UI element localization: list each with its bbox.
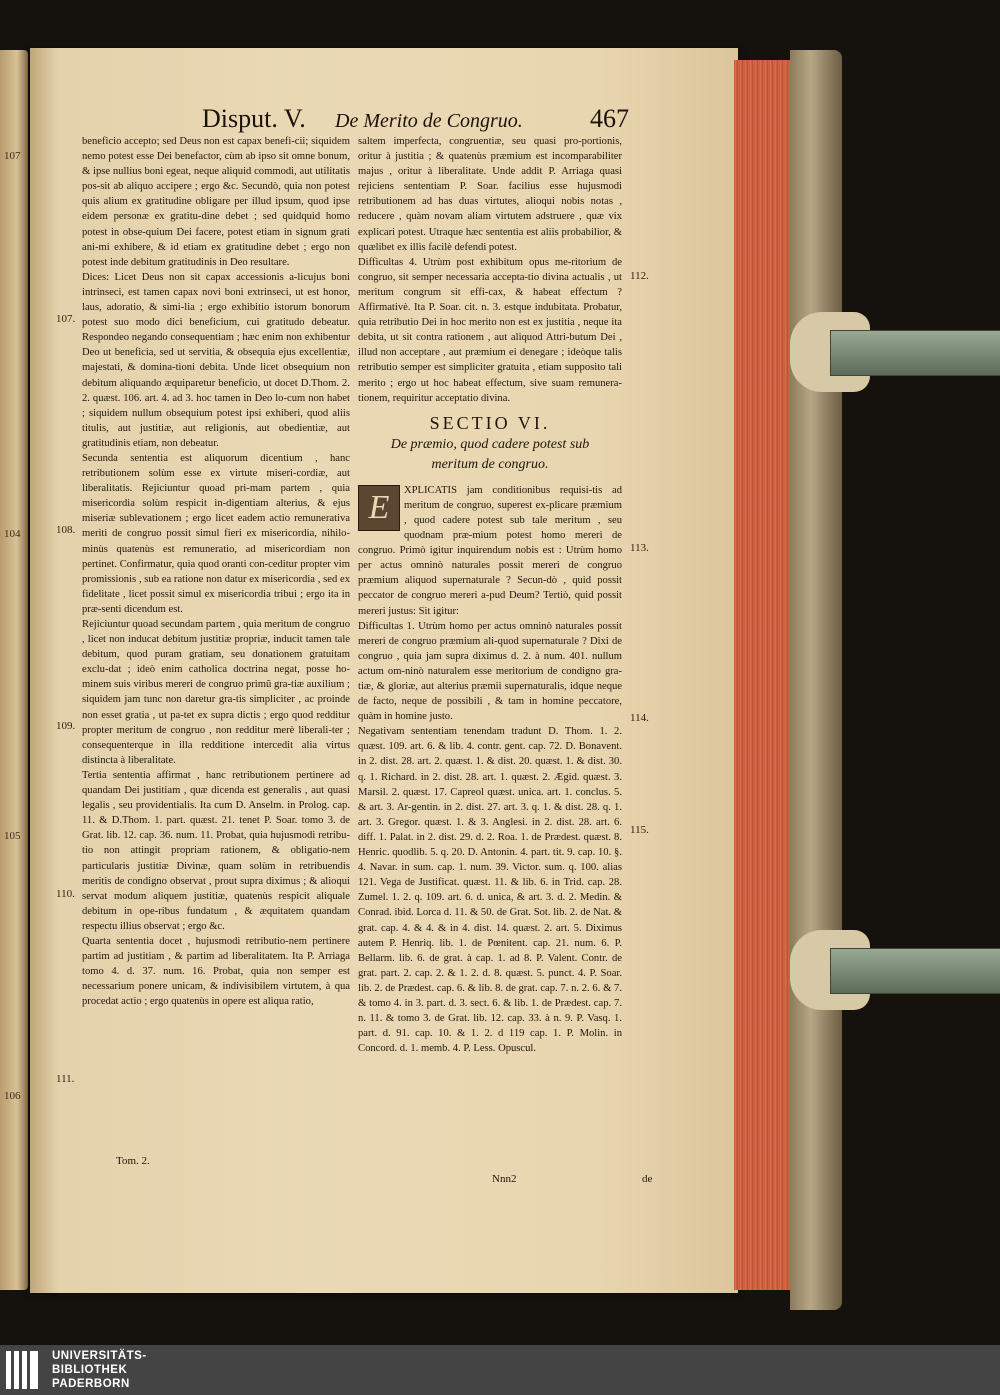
margin-number-109: 109. (56, 720, 76, 732)
section-subtitle-line: De præmio, quod cadere potest sub (390, 436, 590, 452)
paragraph: Difficultas 4. Utrùm post exhibitum opus me-ritorium de congruo, sit semper necessaria accepta-tio divina actualis , ut meritum congrum sit effi-cax, & habeat effectum ? Affirmativè. Ita P. Soar. cit. n. 3. estque indubitata. Probatur, quia retributio Dei in hoc merito non est ex justitia , neque ita debita, ut sit contra rationem , aut aliquod Attri-butum Dei , illud non acceptare , aut præmium ei denegare ; ideòque talis retributio semper est simpliciter gratuita , etiam supposito tali merito ; ergo ut hoc habeat effectum, sive suam remunera-tionem, requiritur acceptatio divina. (358, 256, 622, 404)
section-title: SECTIO VI. (429, 412, 551, 433)
margin-number-111: 111. (56, 1073, 75, 1085)
paragraph: Difficultas 1. Utrùm homo per actus omninò naturales possit mereri de congruo præmium ali-quod supernaturale ? Dixi de congruo , quia jam supra diximus d. 2. à num. 401. nullum actum om-ninò naturalem esse meritorium de condigno gra-tiæ, & gloriæ, aut alterius præmii supernaturalis, idque neque de facto, neque de possibili , & tam in homine peccatore, quàm in homine justo. (358, 620, 622, 723)
paragraph: beneficio accepto; sed Deus non est capax benefi-cii; siquidem nemo potest esse Dei benefactor, cùm ab ipso sit omne bonum, & ipse nullius boni egeat, neque aliquid commodi, aut utilitatis pos-sit ab aliquo accipere ; ergo &c. Secundò, quia non potest quis alium ex gratitudine obligare per illud ipsum, quod ipse eidem personæ ex gratitu-dine debet ; sed quidquid homo potest in obse-quium Dei facere, potest etiam in signum grati ani-mi exhibere, & id etiam ex gratitudine debet ; ergo non potest inde debitum gratitudinis in Deo resultare. (82, 136, 350, 268)
signature-mark: Nnn2 (492, 1173, 517, 1185)
library-logo-icon (6, 1351, 42, 1389)
section-subtitle-line: meritum de congruo. (431, 456, 549, 472)
page-number: 467 (590, 104, 629, 133)
right-text-column (358, 134, 622, 1056)
left-text-column (82, 134, 350, 1009)
upper-clasp (790, 312, 1000, 392)
paragraph: Rejiciuntur quoad secundam partem , quia meritum de congruo , licet non inducat debitum justitiæ propriæ, inducit tamen tale debitum, quod puram gratiam, seu donationem gratuitam exclu-dat ; ideò enim catholica doctrina negat, posse ho-minem suis viribus mereri de congruo primũ gra-tiæ auxilium ; siquidem jam tunc non daretur gra-tis simpliciter , ac proinde non esset gratia , ut pa-tet ex supra dictis ; ergo quod redditur propter meritum de congruo , non redditur merè liberali-ter ; consequenterque in illa redditione intercedit alia virtus distincta à liberalitate. (82, 619, 351, 766)
margin-number-110: 110. (56, 888, 75, 900)
decorated-initial: E (358, 485, 400, 531)
left-page-edge: 107 104 105 106 (0, 50, 28, 1290)
catchword: de (642, 1173, 653, 1185)
margin-number-107: 107. (56, 313, 76, 325)
library-logo-text: UNIVERSITÄTS- BIBLIOTHEK PADERBORN (52, 1350, 147, 1390)
lower-clasp (790, 930, 1000, 1010)
book-page (30, 48, 738, 1293)
paragraph: Negativam sententiam tenendam tradunt D. Thom. 1. 2. quæst. 109. art. 6. & lib. 4. contr. gent. cap. 72. D. Bonavent. in 2. dist. 28. art. 2. quæst. 1. & dist. 20. quæst. 1. & dist. 30. q. 1. Richard. in 2. dist. 28. art. 1. quæst. 2. Ægid. quæst. 3. Marsil. 2. quæst. 17. Capreol quæst. unica. art. 1. conclus. 5. & art. 3. Ar-gentin. in 2. dist. 27. art. 3. q. 1. & dist. 28. q. 1. art. 3. Gregor. quæst. 1. & 3. Anglesi. in 2. dist. 28. art. 6. diff. 1. Palat. in 2. dist. 29. d. 2. Roa. 1. de Prædest. quæst. 8. Henric. quodlib. 5. q. 20. D. Antonin. 4. part. tit. 9. cap. 10. §. 4. Navar. in sum. cap. 1. num. 39. Victor. sum. q. 100. alias 121. Vega de Justificat. quæst. 11. & lib. 6. in Trid. cap. 28. Zumel. 1. 2. q. 109. art. 6. d. unica, & art. 3. d. 2. Medin. & Conrad. ibid. Lorca d. 11. & 50. de Grat. Sot. lib. 2. de Nat. & grat. cap. 4. & 4. & in 4. dist. 14. quæst. 2. art. 5. Diximus autem P. Henriq. lib. 1. de Pœnitent. cap. 21. num. 6. P. Bellarm. lib. 6. de grat. à cap. 1. ad 8. P. Valent. Contr. de grat. part. 2. cap. 2. & 1. 2. d. 8. quæst. 5. punct. 4. P. Soar. lib. 2. de Prædest. cap. 6. & lib. 8. de grat. cap. 7. n. 2. 6. & 7. & tomo 4. in 3. part. d. 3. sect. 6. & lib. 1. de Prædest. cap. 7. n. 11. & tomo 3. de Grat. lib. 12. cap. 33. à n. 9. P. Vasq. 1. part. d. 91. cap. 10. & 1. 2. d 119 cap. 1. P. Molin. in Concord. d. 1. memb. 4. P. Less. Opuscul. (358, 726, 622, 1055)
margin-number-114: 114. (630, 712, 649, 724)
clasp-band (830, 948, 1000, 994)
paragraph: Quarta sententia docet , hujusmodi retributio-nem pertinere partim ad justitiam , & partim ad liberalitatem. Ita P. Arriaga tomo 4. d. 37. num. 16. Probat, quia non semper est necessarium ponere unicam, & indivisibilem virtutem, à qua procedat actio ; ergo quatenùs in opere est aliqua ratio, (82, 935, 350, 1008)
margin-number-112: 112. (630, 270, 649, 282)
library-logo-bar (0, 1345, 1000, 1395)
section-subtitle (358, 435, 622, 475)
clasp-band (830, 330, 1000, 376)
margin-number-115: 115. (630, 824, 649, 836)
paragraph: saltem imperfecta, congruentiæ, seu quasi pro-portionis, oritur à justitia ; & quatenùs præmium est incomparabiliter majus , oritur à liberalitate. Unde addit P. Arriaga quasi rejiciens sententiam P. Soar. facilius esse hujusmodi retributionem ad has duas virtutes, alioqui nobis notas , reducere , quàm novam aliam virtutem adstruere , quæ vix explicari potest. Utraque hæc sententia est aliis probabilior, & quælibet ex illis facilè defendi potest. (358, 136, 622, 253)
margin-number-113: 113. (630, 542, 649, 554)
paragraph: Secunda sententia est aliquorum dicentium , hanc retributionem solùm esse ex virtute miseri-cordiæ, aut liberalitatis. Rejiciuntur quoad pri-mam partem , quia misericordia solùm respicit in-digentiam alterius, & ejus miseriæ sublevationem ; ergo licet eadem actio remunerativa meriti de congruo possit simul fieri ex misericordia, nihilo-minùs quatenùs est remuneratio, ad misericordiam non pertinet. Confirmatur, quia quod oranti con-ceditur propter vim promissionis , sub ea ratione non datur ex misericordia , sed ex fidelitate , licet possit simul ex misericordia tribui ; ergo ita in præ-senti dicendum est. (82, 452, 350, 615)
header-title: De Merito de Congruo. (335, 110, 523, 132)
page-edges (734, 60, 794, 1290)
paragraph: XPLICATIS jam conditionibus requisi-tis ad meritum de congruo, superest ex-plicare præmium , quod cadere potest sub tale meritum , seu quodnam præ-mium potest homo mereri de congruo. Primò igitur inquirendum nobis est : Utrùm homo per actus omninò naturales possit mereri de congruo præmium aliquod supernaturale ? Secun-dò , quid possit peccator de congruo mereri a-pud Deum? Tertiò, quid possit mereri justus: Sit igitur: (358, 484, 622, 617)
header-disputation: Disput. V. (202, 104, 306, 133)
volume-note: Tom. 2. (116, 1155, 150, 1167)
paragraph: Dices: Licet Deus non sit capax accessionis a-licujus boni intrinseci, est tamen capax novi boni extrinseci, ut est honor, laus, adoratio, & simi-lia ; ergo exhibitio istorum bonorum potest suo modo dici beneficium, cui gratitudo debeatur. Respondeo negando consequentiam ; hæc enim non exhibentur Deo ut beneficia, sed ut servitia, & obsequia ejus excellentiæ, majestati, & domina-tioni debita. Unde licet obsequium non debitum aliquando æquiparetur beneficio, ut docet D.Thom. 2. 2. quæst. 106. art. 4. ad 3. hoc tamen in Deo lo-cum non habet ; siquidem nullum obsequium potest ipsi exhiberi, quod aliis titulis, aut justitiæ, aut religionis, aut obedientiæ, aut gratitudinis etiam, non debeatur. (82, 271, 350, 449)
margin-number-108: 108. (56, 524, 76, 536)
book-cover (790, 50, 842, 1310)
paragraph: Tertia sententia affirmat , hanc retributionem pertinere ad quandam Dei justitiam , quæ dicenda est generalis , aut quasi legalis , seu providentialis. Ita cum D. Anselm. in Prolog. cap. 11. & D.Thom. 1. part. quæst. 21. tenet P. Soar. tomo 3. de Grat. lib. 12. cap. 36. num. 11. Probat, quia hujusmodi retribu-tio non attingit propriam rationem, & obligatio-nem particularis justitiæ Divinæ, quam solùm in retribuendis meritis de condigno observat , prout supra diximus ; & alioqui servat modum aliquem justitiæ, quatenùs respicit aliquale debitum in ope-ribus fundatum , & æquitatem quandam respectu illius observat ; ergo &c. (82, 769, 350, 932)
